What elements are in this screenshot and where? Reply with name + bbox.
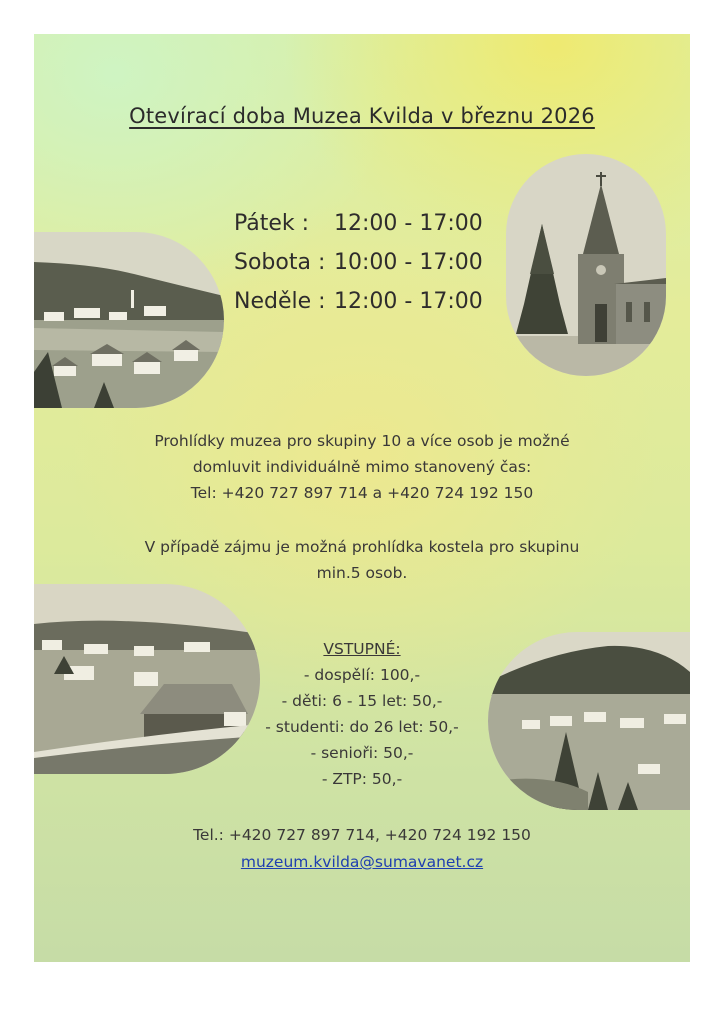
admission-prices [234,636,490,792]
village-photo-bottom-left [34,584,260,774]
group-tours-note [34,428,690,506]
price-item: - děti: 6 - 15 let: 50,- [281,692,443,710]
price-item: - senioři: 50,- [310,744,414,762]
email-link[interactable]: muzeum.kvilda@sumavanet.cz [240,853,484,871]
page-title: Otevírací doba Muzea Kvilda v březnu 2026 [129,104,595,128]
text-line: V případě zájmu je možná prohlídka kostela pro skupinu [144,538,580,556]
landscape-photo-bottom-right [488,632,690,810]
time-range: 12:00 - 17:00 [334,289,483,314]
opening-hours [234,204,483,321]
text-line: Tel: +420 727 897 714 a +420 724 192 150 [190,484,534,502]
day-label: Sobota : [234,250,326,275]
text-line: domluvit individuálně mimo stanovený čas: [192,458,532,476]
time-range: 12:00 - 17:00 [334,211,483,236]
time-range: 10:00 - 17:00 [334,250,483,275]
price-item: - ZTP: 50,- [321,770,403,788]
church-tour-note [34,534,690,586]
prices-heading: VSTUPNÉ: [323,640,401,658]
village-photo-top-left [34,232,224,408]
church-photo [506,154,666,376]
contact-phone: Tel.: +420 727 897 714, +420 724 192 150 [193,826,531,844]
hours-row [234,243,483,282]
price-item: - studenti: do 26 let: 50,- [265,718,459,736]
price-item: - dospělí: 100,- [303,666,421,684]
day-label: Neděle : [234,289,326,314]
hours-row [234,282,483,321]
poster [34,34,690,962]
contact-block [34,822,690,876]
hours-row [234,204,483,243]
day-label: Pátek : [234,211,310,236]
text-line: min.5 osob. [316,564,408,582]
text-line: Prohlídky muzea pro skupiny 10 a více osob je možné [154,432,570,450]
